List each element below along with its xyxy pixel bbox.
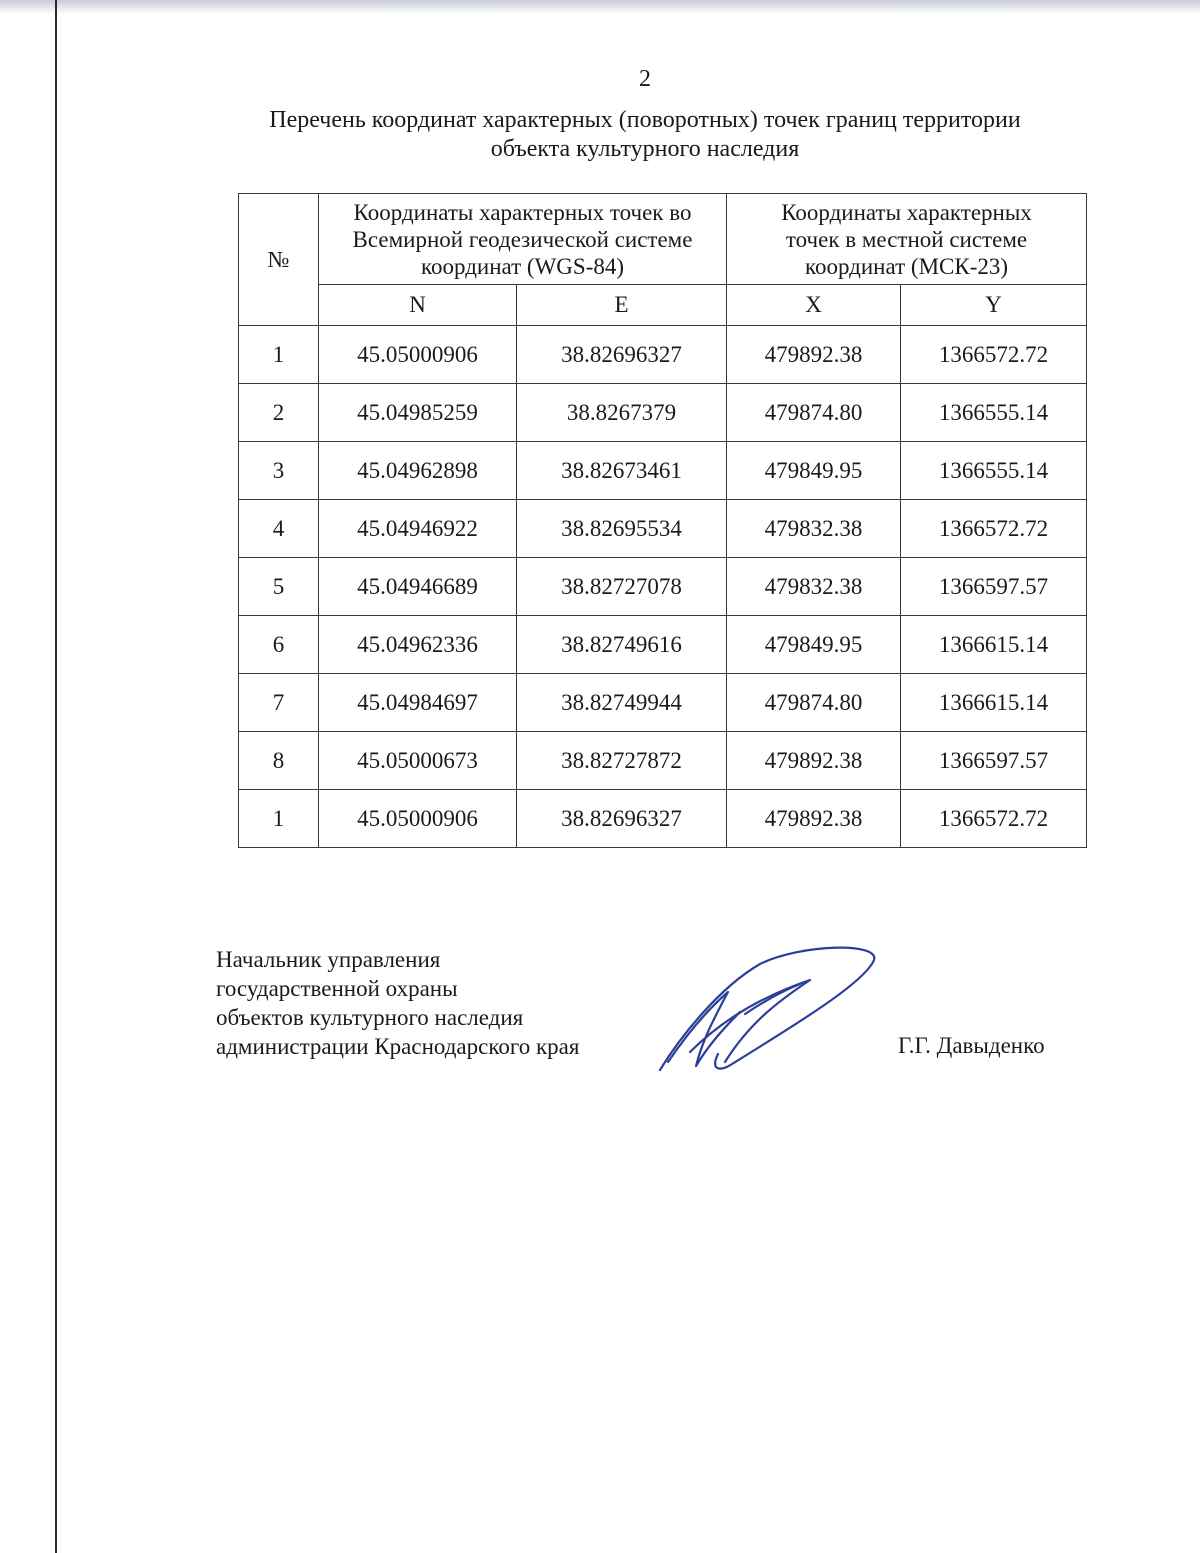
- header-wgs84-line-1: Координаты характерных точек во: [353, 199, 692, 225]
- signer-name: Г.Г. Давыденко: [898, 1033, 1045, 1058]
- cell-n: 45.04985259: [319, 384, 517, 442]
- header-wgs84-line-2: Всемирной геодезической системе: [352, 226, 693, 252]
- table-row: [239, 500, 1087, 558]
- cell-e: 38.82749944: [517, 674, 727, 732]
- table-row: [239, 790, 1087, 848]
- cell-e: 38.8267379: [517, 384, 727, 442]
- cell-x: 479849.95: [727, 442, 901, 500]
- cell-point-number: 4: [239, 500, 319, 558]
- cell-e: 38.82696327: [517, 326, 727, 384]
- cell-x: 479832.38: [727, 500, 901, 558]
- cell-x: 479849.95: [727, 616, 901, 674]
- signatory-title-line: Начальник управления: [216, 947, 441, 972]
- cell-point-number: 2: [239, 384, 319, 442]
- cell-y: 1366572.72: [901, 326, 1087, 384]
- header-msk23: [727, 194, 1087, 285]
- cell-point-number: 8: [239, 732, 319, 790]
- cell-point-number: 1: [239, 326, 319, 384]
- cell-point-number: 1: [239, 790, 319, 848]
- table-row: [239, 732, 1087, 790]
- cell-y: 1366572.72: [901, 790, 1087, 848]
- cell-e: 38.82696327: [517, 790, 727, 848]
- cell-e: 38.82749616: [517, 616, 727, 674]
- cell-x: 479874.80: [727, 674, 901, 732]
- table-row: [239, 326, 1087, 384]
- cell-point-number: 5: [239, 558, 319, 616]
- cell-x: 479892.38: [727, 732, 901, 790]
- cell-point-number: 6: [239, 616, 319, 674]
- page-number: 2: [639, 66, 651, 92]
- cell-x: 479892.38: [727, 326, 901, 384]
- column-n: N: [319, 285, 517, 326]
- cell-y: 1366597.57: [901, 558, 1087, 616]
- cell-y: 1366615.14: [901, 616, 1087, 674]
- cell-y: 1366572.72: [901, 500, 1087, 558]
- cell-point-number: 7: [239, 674, 319, 732]
- cell-x: 479892.38: [727, 790, 901, 848]
- cell-y: 1366555.14: [901, 384, 1087, 442]
- scan-edge-left: [55, 0, 57, 1553]
- table-row: [239, 558, 1087, 616]
- cell-n: 45.04962898: [319, 442, 517, 500]
- table-row: [239, 442, 1087, 500]
- signatory-title-line: администрации Краснодарского края: [216, 1034, 580, 1059]
- cell-point-number: 3: [239, 442, 319, 500]
- cell-e: 38.82727872: [517, 732, 727, 790]
- coordinates-table: [238, 193, 1087, 848]
- signatory-title-line: объектов культурного наследия: [216, 1005, 524, 1030]
- cell-n: 45.04984697: [319, 674, 517, 732]
- column-e: E: [517, 285, 727, 326]
- cell-n: 45.05000906: [319, 326, 517, 384]
- cell-n: 45.05000673: [319, 732, 517, 790]
- cell-e: 38.82727078: [517, 558, 727, 616]
- heading-line-1: Перечень координат характерных (поворотных) точек границ территории: [269, 107, 1021, 133]
- cell-y: 1366555.14: [901, 442, 1087, 500]
- header-msk23-line-3: координат (МСК-23): [804, 253, 1009, 279]
- cell-n: 45.04946689: [319, 558, 517, 616]
- header-msk23-line-1: Координаты характерных: [781, 199, 1032, 225]
- signatory-title: [216, 945, 579, 1061]
- cell-x: 479832.38: [727, 558, 901, 616]
- signatory-title-line: государственной охраны: [216, 976, 458, 1001]
- cell-e: 38.82695534: [517, 500, 727, 558]
- scan-edge-top: [0, 0, 1200, 14]
- header-wgs84: [319, 194, 727, 285]
- cell-n: 45.05000906: [319, 790, 517, 848]
- header-number: №: [239, 194, 319, 326]
- header-msk23-line-2: точек в местной системе: [785, 226, 1028, 252]
- header-wgs84-line-3: координат (WGS-84): [420, 253, 625, 279]
- cell-n: 45.04962336: [319, 616, 517, 674]
- cell-n: 45.04946922: [319, 500, 517, 558]
- cell-e: 38.82673461: [517, 442, 727, 500]
- cell-y: 1366615.14: [901, 674, 1087, 732]
- column-y: Y: [901, 285, 1087, 326]
- heading-line-2: объекта культурного наследия: [490, 136, 800, 162]
- table-row: [239, 616, 1087, 674]
- handwritten-signature: [650, 942, 885, 1077]
- table-row: [239, 384, 1087, 442]
- table-row: [239, 674, 1087, 732]
- cell-x: 479874.80: [727, 384, 901, 442]
- column-x: X: [727, 285, 901, 326]
- document-heading: [200, 106, 1090, 164]
- cell-y: 1366597.57: [901, 732, 1087, 790]
